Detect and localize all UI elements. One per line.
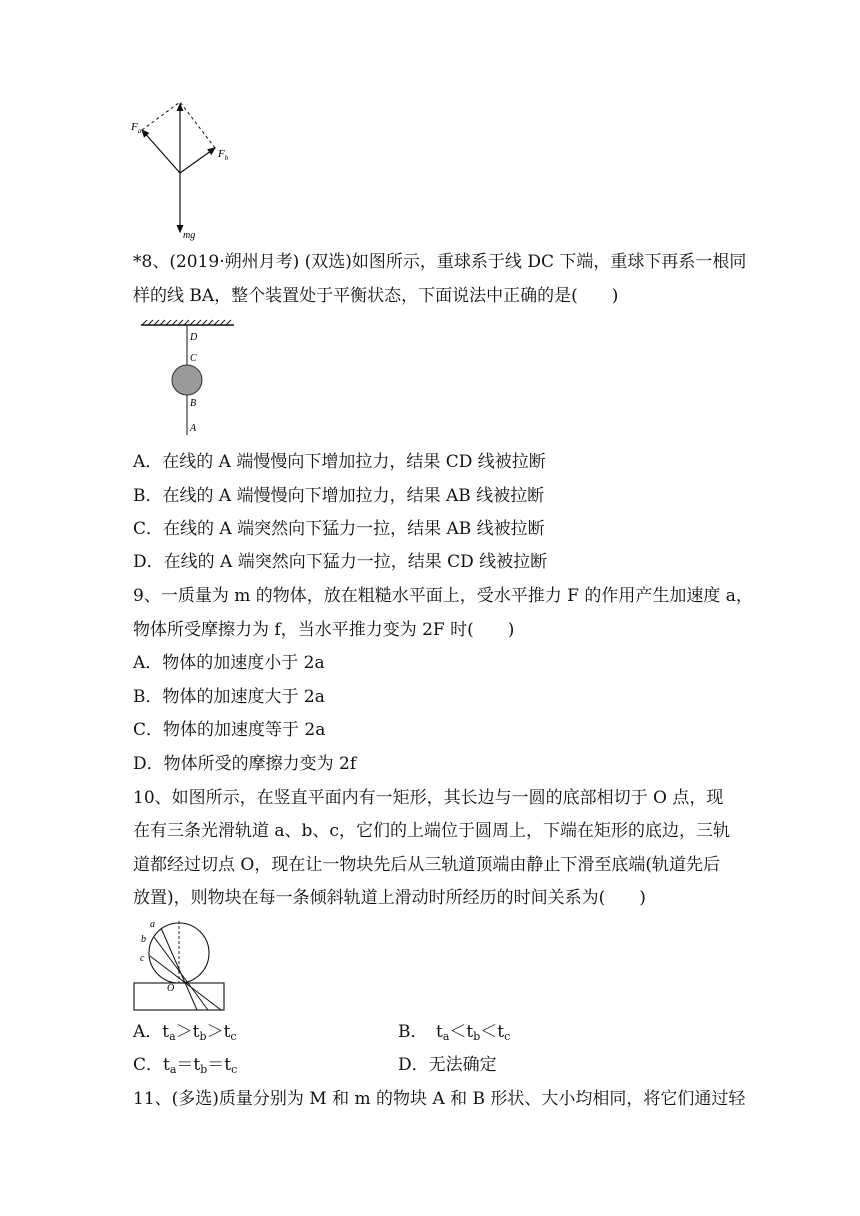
label-a: a [150,919,155,930]
q8-stem-line2: 样的线 BA，整个装置处于平衡状态，下面说法中正确的是( ) [133,286,619,306]
ceiling-hatching [142,320,231,325]
fb-label: $F_b$ [218,148,229,162]
fa-label: $F_a$ [131,121,142,135]
fb-vector [180,148,215,173]
q8-option-c: C．在线的 A 端突然向下猛力一拉，结果 AB 线被拉断 [133,519,545,539]
q10-option-d: D．无法确定 [398,1055,497,1075]
label-b: B [190,398,197,409]
label-c: C [190,353,197,364]
q9-option-d: D．物体所受的摩擦力变为 2f [133,754,357,774]
heavy-ball [172,365,202,395]
circle-tracks-diagram [128,915,233,1015]
q9-stem-line2: 物体所受摩擦力为 f，当水平推力变为 2F 时( ) [133,620,515,640]
label-o: O [167,983,175,994]
track-b [154,937,208,1010]
force-diagram [125,95,245,245]
label-d: D [190,332,198,343]
label-a: A [190,423,197,434]
q9-stem-line1: 9、一质量为 m 的物体，放在粗糙水平面上，受水平推力 F 的作用产生加速度 a， [133,586,753,606]
label-c: c [140,953,145,964]
q10-option-c: C．$t_a=t_b=t_c$ [133,1055,238,1076]
q10-stem-line1: 10、如图所示，在竖直平面内有一矩形，其长边与一圆的底部相切于 O 点，现 [133,788,724,808]
q8-stem-line1: *8、(2019·朔州月考) (双选)如图所示，重球系于线 DC 下端，重球下再系一根同 [133,252,747,272]
q10-option-a: A．$t_a>t_b>t_c$ [133,1022,237,1043]
q9-option-a: A．物体的加速度小于 2a [133,653,325,673]
hanging-ball-diagram [138,318,238,438]
fa-vector [142,130,180,173]
rectangle [134,983,224,1010]
q11-stem-line1: 11、(多选)质量分别为 M 和 m 的物块 A 和 B 形状、大小均相同，将它们通过轻 [133,1089,746,1109]
q10-stem-line3: 道都经过切点 O，现在让一物块先后从三轨道顶端由静止下滑至底端(轨道先后 [133,855,720,875]
q10-option-b: B． $t_a<t_b<t_c$ [398,1022,511,1043]
dashed-parallelogram-edge [180,102,215,148]
q8-option-d: D．在线的 A 端突然向下猛力一拉，结果 CD 线被拉断 [133,552,548,572]
q10-stem-line2: 在有三条光滑轨道 a、b、c，它们的上端位于圆周上，下端在矩形的底边，三轨 [133,821,730,841]
q9-option-b: B．物体的加速度大于 2a [133,687,325,707]
mg-label: mg [183,230,196,241]
q8-option-a: A．在线的 A 端慢慢向下增加拉力，结果 CD 线被拉断 [133,452,546,472]
dashed-parallelogram-edge [142,102,180,130]
label-b: b [141,934,146,945]
q8-option-b: B．在线的 A 端慢慢向下增加拉力，结果 AB 线被拉断 [133,486,545,506]
q9-option-c: C．物体的加速度等于 2a [133,720,326,740]
q10-stem-line4: 放置)，则物块在每一条倾斜轨道上滑动时所经历的时间关系为( ) [133,888,646,908]
